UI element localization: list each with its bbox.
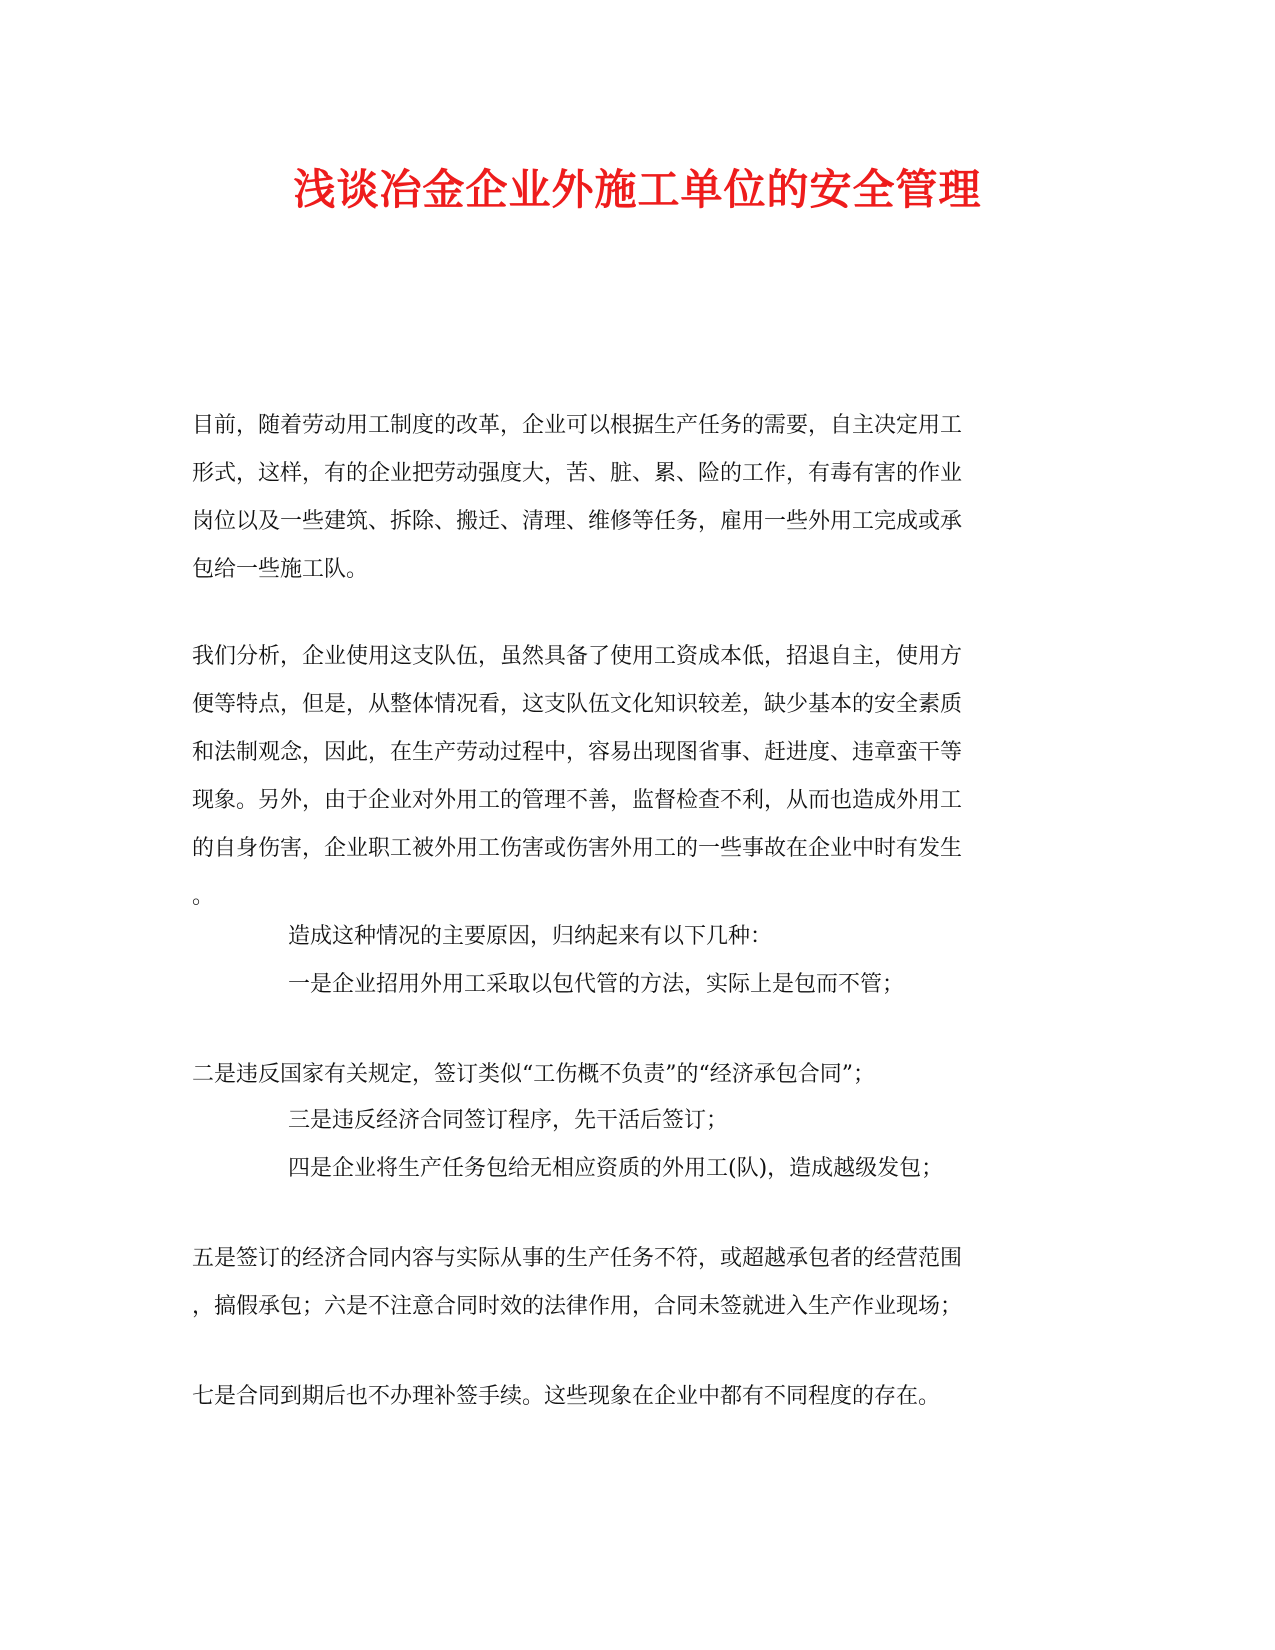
text-line: 现象。另外，由于企业对外用工的管理不善，监督检查不利，从而也造成外用工 <box>192 788 963 813</box>
text-line: 的自身伤害，企业职工被外用工伤害或伤害外用工的一些事故在企业中时有发生 <box>192 836 963 861</box>
text-line: 造成这种情况的主要原因，归纳起来有以下几种： <box>288 924 773 949</box>
paragraph-4 <box>192 1051 1072 1099</box>
paragraph-6 <box>192 1235 1072 1331</box>
text-line: 目前，随着劳动用工制度的改革，企业可以根据生产任务的需要，自主决定用工 <box>192 413 963 438</box>
text-line: 二是违反国家有关规定，签订类似“工伤概不负责”的“经济承包合同”； <box>192 1062 875 1087</box>
text-line: 岗位以及一些建筑、拆除、搬迁、清理、维修等任务，雇用一些外用工完成或承 <box>192 509 963 534</box>
paragraph-2 <box>192 633 1072 921</box>
document-title: 浅谈冶金企业外施工单位的安全管理 <box>293 165 982 214</box>
text-line: 便等特点，但是，从整体情况看，这支队伍文化知识较差，缺少基本的安全素质 <box>192 692 963 717</box>
text-line: 形式，这样，有的企业把劳动强度大，苦、脏、累、险的工作，有毒有害的作业 <box>192 461 963 486</box>
text-line: 五是签订的经济合同内容与实际从事的生产任务不符，或超越承包者的经营范围 <box>192 1246 963 1271</box>
text-line: 我们分析，企业使用这支队伍，虽然具备了使用工资成本低，招退自主，使用方 <box>192 644 963 669</box>
text-line: 包给一些施工队。 <box>192 557 369 582</box>
text-line: ，搞假承包；六是不注意合同时效的法律作用，合同未签就进入生产作业现场； <box>192 1294 963 1319</box>
paragraph-3 <box>192 913 1168 1009</box>
paragraph-5 <box>192 1097 1168 1193</box>
text-line: 三是违反经济合同签订程序，先干活后签订； <box>288 1108 729 1133</box>
text-line: 七是合同到期后也不办理补签手续。这些现象在企业中都有不同程度的存在。 <box>192 1384 941 1409</box>
paragraph-7 <box>192 1373 1072 1421</box>
text-line: 和法制观念，因此，在生产劳动过程中，容易出现图省事、赶进度、违章蛮干等 <box>192 740 963 765</box>
paragraph-1 <box>192 402 1072 594</box>
text-line: 一是企业招用外用工采取以包代管的方法，实际上是包而不管； <box>288 972 905 997</box>
text-line: 四是企业将生产任务包给无相应资质的外用工(队)，造成越级发包； <box>288 1156 944 1181</box>
text-line: 。 <box>192 884 215 909</box>
